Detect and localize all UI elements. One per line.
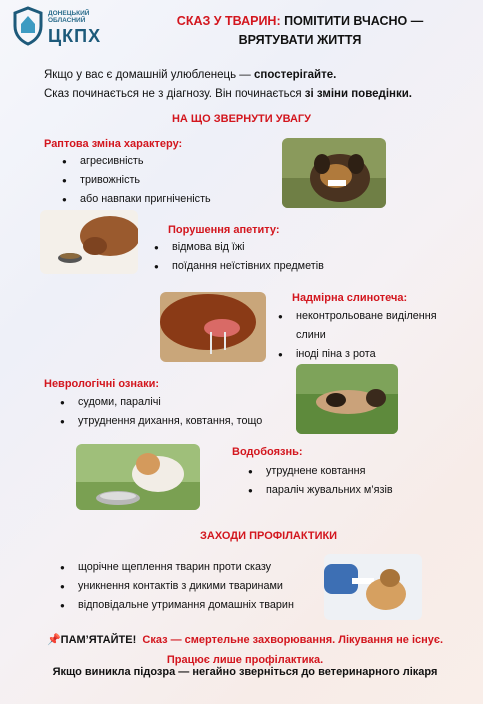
list-item: ● відповідальне утримання домашніх тварин (60, 596, 294, 615)
logo (12, 6, 112, 50)
character-heading: Раптова зміна характеру: (44, 138, 183, 150)
logo-subtitle: ДОНЕЦЬКИЙ ОБЛАСНИЙ (48, 10, 90, 24)
intro-line2-bold: зі зміни поведінки. (304, 88, 412, 100)
list-item: ● уникнення контактів з дикими тваринами (60, 577, 294, 596)
list-item: ● неконтрольоване виділення слини (278, 307, 468, 345)
intro-line1: Якщо у вас є домашній улюбленець — (44, 69, 254, 81)
hydrophobia-list (248, 462, 393, 500)
title-black-2: ВРЯТУВАТИ ЖИТТЯ (238, 33, 362, 47)
pushpin-icon: 📌 (46, 634, 61, 646)
neuro-list (60, 393, 262, 431)
list-item: ● судоми, паралічі (60, 393, 262, 412)
warning-line-1: Сказ — смертельне захворювання. Лікування не існує. (142, 634, 444, 646)
hydrophobia-heading: Водобоязнь: (232, 446, 303, 458)
page-title (150, 12, 450, 50)
list-item: ● параліч жувальних м’язів (248, 481, 393, 500)
list-item: ● тривожність (62, 171, 211, 190)
remember-label: ПАМ’ЯТАЙТЕ! (60, 634, 137, 646)
attention-heading: НА ЩО ЗВЕРНУТИ УВАГУ (171, 113, 311, 125)
salivating-dog-photo (160, 292, 266, 362)
prevention-list (60, 558, 294, 615)
footer-warning (20, 630, 470, 670)
list-item: ● іноді піна з рота (278, 345, 468, 364)
list-item: ● агресивність (62, 152, 211, 171)
title-red: СКАЗ У ТВАРИН: (176, 14, 281, 28)
appetite-list (154, 238, 324, 276)
neuro-heading: Неврологічні ознаки: (44, 378, 160, 390)
intro-text (44, 66, 464, 104)
aggressive-dog-photo (282, 138, 386, 208)
list-item: ● або навпаки пригніченість (62, 190, 211, 209)
appetite-heading: Порушення апетиту: (168, 224, 280, 236)
logo-title: ЦКПХ (48, 26, 102, 46)
salivation-heading: Надмірна слинотеча: (292, 292, 408, 304)
list-item: ● утруднення дихання, ковтання, тощо (60, 412, 262, 431)
vaccination-photo (324, 554, 422, 620)
prevention-heading: ЗАХОДИ ПРОФІЛАКТИКИ (200, 530, 338, 542)
warning-line-2: Працює лише профілактика. (166, 654, 324, 666)
shield-logo-icon (12, 6, 44, 46)
dog-water-bowl-photo (76, 444, 200, 510)
list-item: ● відмова від їжі (154, 238, 324, 257)
title-black-1: ПОМІТИТИ ВЧАСНО — (280, 14, 424, 28)
character-list (62, 152, 211, 209)
list-item: ● поїдання неїстівних предметів (154, 257, 324, 276)
footer-advice: Якщо виникла підозра — негайно зверніться до ветеринарного лікаря (52, 666, 438, 678)
list-item: ● щорічне щеплення тварин проти сказу (60, 558, 294, 577)
list-item: ● утруднене ковтання (248, 462, 393, 481)
dog-food-photo (40, 210, 138, 274)
intro-line2: Сказ починається не з діагнозу. Він починається (44, 88, 305, 100)
salivation-list (278, 307, 468, 364)
intro-line1-bold: спостерігайте. (253, 69, 337, 81)
convulsing-dog-photo (296, 364, 398, 434)
